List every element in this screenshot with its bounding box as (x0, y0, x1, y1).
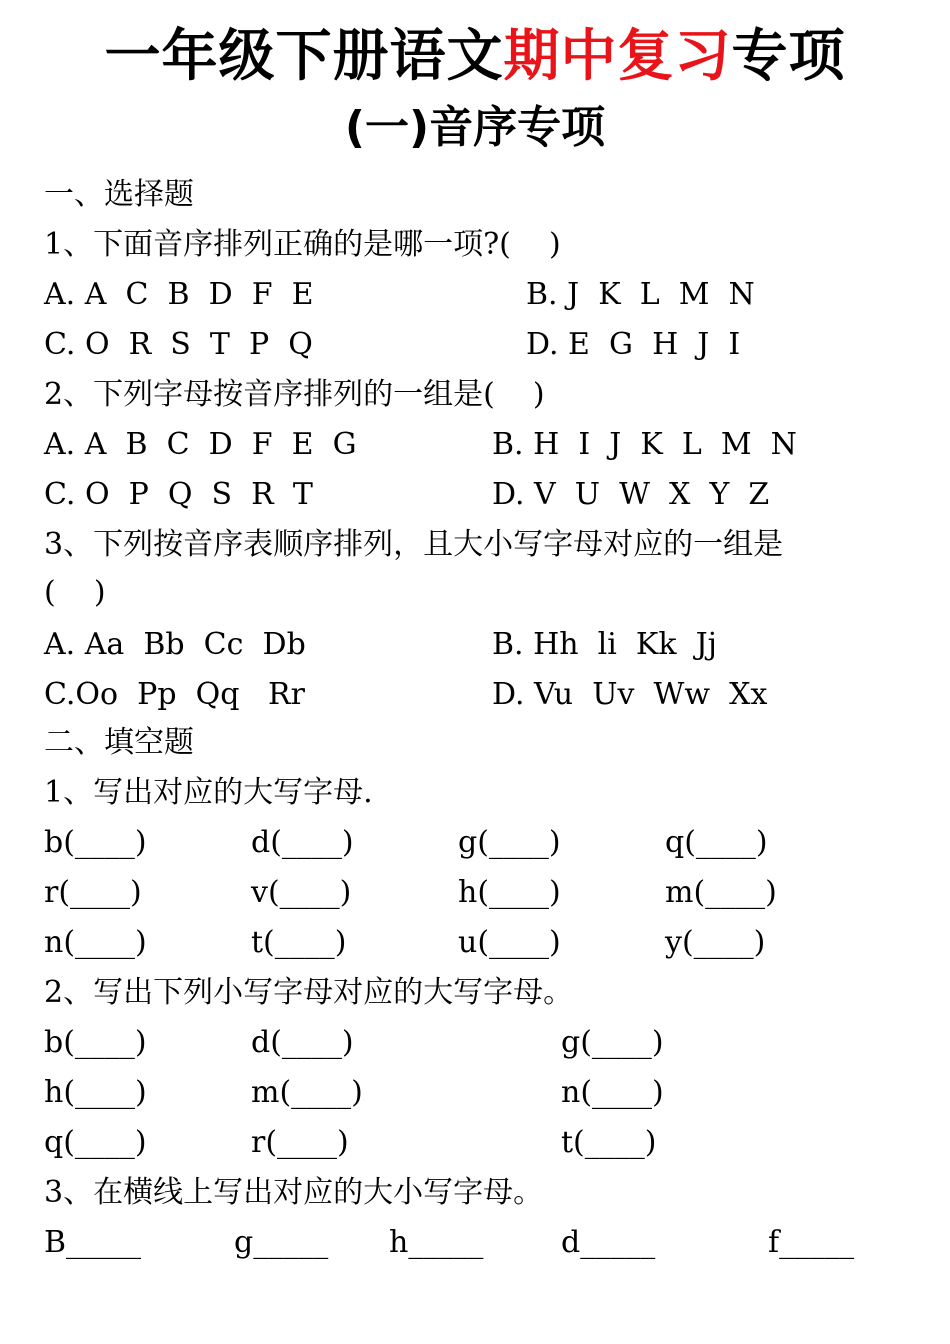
fill-q1-blank[interactable]: t(____) (251, 925, 347, 960)
fill-q1-blank[interactable]: g(____) (458, 825, 561, 860)
fill-q2-blank[interactable]: m(____) (251, 1075, 363, 1110)
fill-q1-blank[interactable]: d(____) (251, 825, 354, 860)
q3-text: 3、下列按音序表顺序排列，且大小写字母对应的一组是 (44, 527, 784, 562)
fill-q1-blank[interactable]: b(____) (44, 825, 147, 860)
q3-paren: ( ) (44, 575, 106, 610)
fill-q1-text: 1、写出对应的大写字母. (44, 775, 373, 810)
q2-option-b: B. H I J K L M N (492, 427, 797, 462)
title-part1: 一年级下册语文 (104, 24, 504, 89)
fill-q1-blank[interactable]: y(____) (665, 925, 766, 960)
q1-option-d: D. E G H J I (526, 327, 741, 362)
fill-q3-blank[interactable]: g_____ (234, 1225, 329, 1260)
q1-option-c: C. O R S T P Q (44, 327, 313, 362)
fill-q2-blank[interactable]: t(____) (561, 1125, 657, 1160)
fill-q2-blank[interactable]: q(____) (44, 1125, 147, 1160)
fill-q2-text: 2、写出下列小写字母对应的大写字母。 (44, 975, 574, 1010)
page-title (0, 22, 950, 92)
fill-q2-blank[interactable]: r(____) (251, 1125, 349, 1160)
title-highlight: 期中复习 (503, 24, 732, 89)
q3-option-b: B. Hh li Kk Jj (492, 627, 717, 662)
fill-q1-blank[interactable]: v(____) (251, 875, 352, 910)
q1-option-b: B. J K L M N (526, 277, 755, 312)
fill-q1-blank[interactable]: q(____) (665, 825, 768, 860)
fill-q1-blank[interactable]: u(____) (458, 925, 561, 960)
fill-q3-blank[interactable]: f_____ (768, 1225, 855, 1260)
title-part3: 专项 (731, 24, 846, 89)
fill-q2-blank[interactable]: d(____) (251, 1025, 354, 1060)
section2-heading: 二、填空题 (44, 725, 194, 760)
q1-option-a: A. A C B D F E (44, 277, 314, 312)
fill-q2-blank[interactable]: b(____) (44, 1025, 147, 1060)
q2-option-c: C. O P Q S R T (44, 477, 313, 512)
q3-option-c: C.Oo Pp Qq Rr (44, 677, 305, 712)
fill-q3-blank[interactable]: h_____ (389, 1225, 484, 1260)
fill-q2-blank[interactable]: g(____) (561, 1025, 664, 1060)
q1-text: 1、下面音序排列正确的是哪一项?( ) (44, 227, 561, 262)
q2-option-d: D. V U W X Y Z (492, 477, 770, 512)
fill-q1-blank[interactable]: n(____) (44, 925, 147, 960)
q2-option-a: A. A B C D F E G (44, 427, 357, 462)
fill-q3-blank[interactable]: B_____ (44, 1225, 142, 1260)
fill-q1-blank[interactable]: h(____) (458, 875, 561, 910)
section1-heading: 一、选择题 (44, 177, 194, 212)
fill-q2-blank[interactable]: n(____) (561, 1075, 664, 1110)
q3-option-a: A. Aa Bb Cc Db (44, 627, 306, 662)
fill-q1-blank[interactable]: m(____) (665, 875, 777, 910)
q3-option-d: D. Vu Uv Ww Xx (492, 677, 768, 712)
fill-q3-blank[interactable]: d_____ (561, 1225, 656, 1260)
q2-text: 2、下列字母按音序排列的一组是( ) (44, 377, 545, 412)
fill-q3-text: 3、在横线上写出对应的大小写字母。 (44, 1175, 544, 1210)
page-subtitle: (一)音序专项 (344, 102, 606, 153)
fill-q1-blank[interactable]: r(____) (44, 875, 142, 910)
fill-q2-blank[interactable]: h(____) (44, 1075, 147, 1110)
